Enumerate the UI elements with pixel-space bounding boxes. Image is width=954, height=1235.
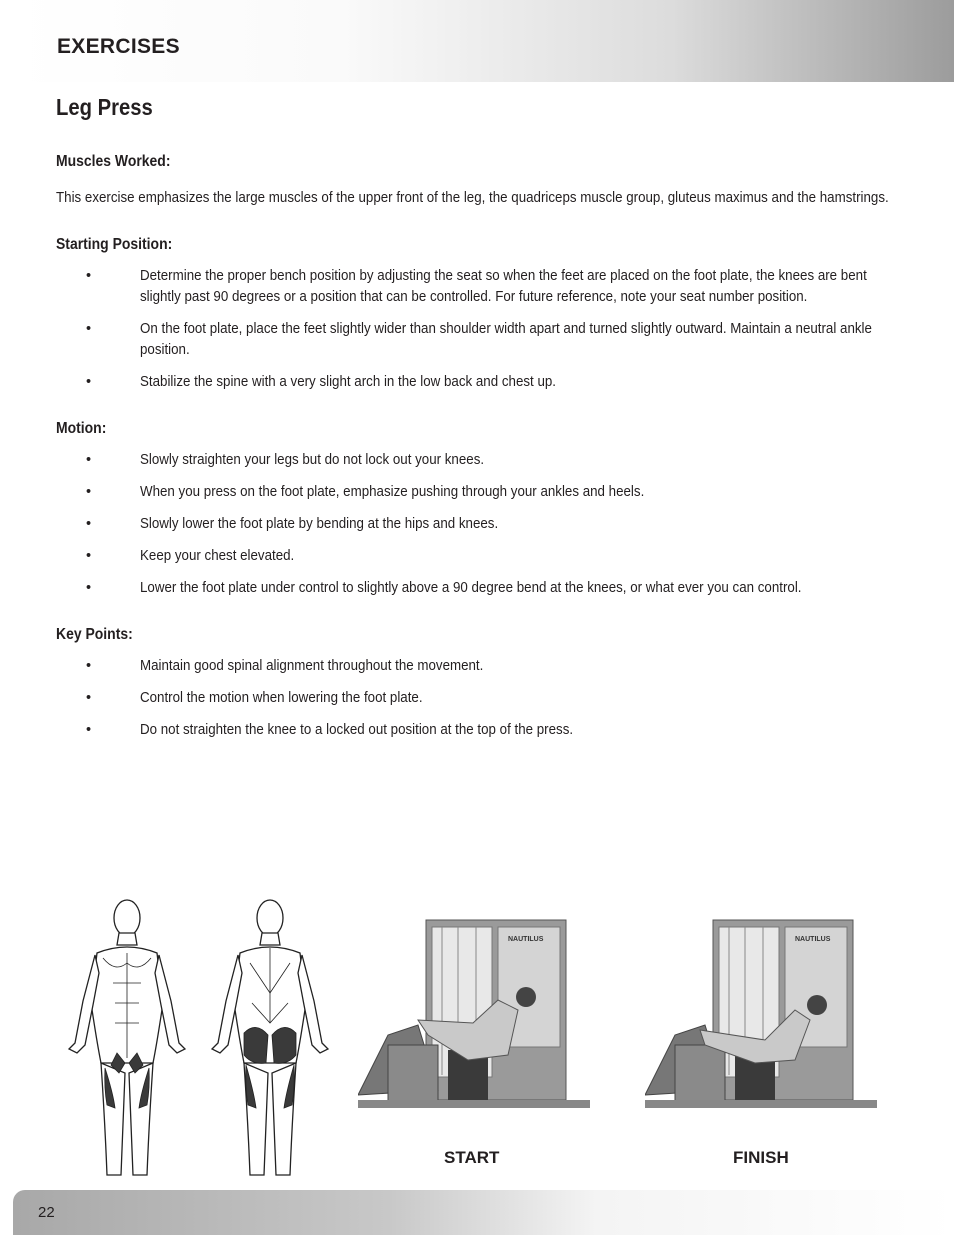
list-item: • Stabilize the spine with a very slight arch in the low back and chest up. xyxy=(56,372,906,393)
list-item: • Do not straighten the knee to a locked out position at the top of the press. xyxy=(56,720,906,741)
finish-position-photo xyxy=(645,915,877,1130)
start-position-photo xyxy=(358,915,590,1130)
list-item: • Determine the proper bench position by adjusting the seat so when the feet are placed on the foot plate, the knees are bent slightly past 90 degrees or a position that can be controlled. For future reference, note your seat number position. xyxy=(86,268,867,305)
bullet: • xyxy=(86,484,92,500)
bullet: • xyxy=(86,658,92,674)
muscles-worked-text: This exercise emphasizes the large muscles of the upper front of the leg, the quadriceps muscle group, gluteus maximus and the hamstrings. xyxy=(56,190,889,206)
start-caption: START xyxy=(444,1148,500,1167)
list-item: • Slowly lower the foot plate by bending at the hips and knees. xyxy=(56,514,906,535)
anatomy-back-figure xyxy=(200,893,340,1186)
list-item: • Maintain good spinal alignment throughout the movement. xyxy=(56,656,906,677)
page-title: Leg Press xyxy=(56,94,153,120)
machine-brand-text: NAUTILUS xyxy=(508,936,544,943)
bullet: • xyxy=(86,548,92,564)
bullet: • xyxy=(86,722,92,738)
muscles-worked-section xyxy=(56,153,906,209)
key-points-section xyxy=(56,626,906,741)
list-item: • Control the motion when lowering the foot plate. xyxy=(56,688,906,709)
bullet: • xyxy=(86,580,92,596)
finish-caption: FINISH xyxy=(733,1148,789,1167)
list-item: • On the foot plate, place the feet slightly wider than shoulder width apart and turned slightly outward. Maintain a neutral ankle position. xyxy=(86,321,872,358)
muscles-worked-heading: Muscles Worked: xyxy=(56,153,171,170)
bullet: • xyxy=(86,268,92,284)
list-item: • Slowly straighten your legs but do not lock out your knees. xyxy=(56,450,906,471)
starting-position-heading: Starting Position: xyxy=(56,236,173,253)
starting-position-section xyxy=(56,236,906,393)
list-item: • Lower the foot plate under control to slightly above a 90 degree bend at the knees, or what ever you can control. xyxy=(56,578,906,599)
bullet: • xyxy=(86,374,92,390)
footer-band xyxy=(13,1190,954,1235)
list-item: • Keep your chest elevated. xyxy=(56,546,906,567)
bullet: • xyxy=(86,516,92,532)
bullet: • xyxy=(86,321,92,337)
anatomy-front-figure xyxy=(57,893,197,1186)
key-points-heading: Key Points: xyxy=(56,626,133,643)
section-label: EXERCISES xyxy=(57,35,180,58)
list-item: • When you press on the foot plate, emphasize pushing through your ankles and heels. xyxy=(56,482,906,503)
page-number: 22 xyxy=(38,1204,55,1221)
bullet: • xyxy=(86,452,92,468)
motion-heading: Motion: xyxy=(56,420,107,437)
motion-section xyxy=(56,420,906,599)
bullet: • xyxy=(86,690,92,706)
machine-brand-text: NAUTILUS xyxy=(795,936,831,943)
content xyxy=(56,153,906,741)
